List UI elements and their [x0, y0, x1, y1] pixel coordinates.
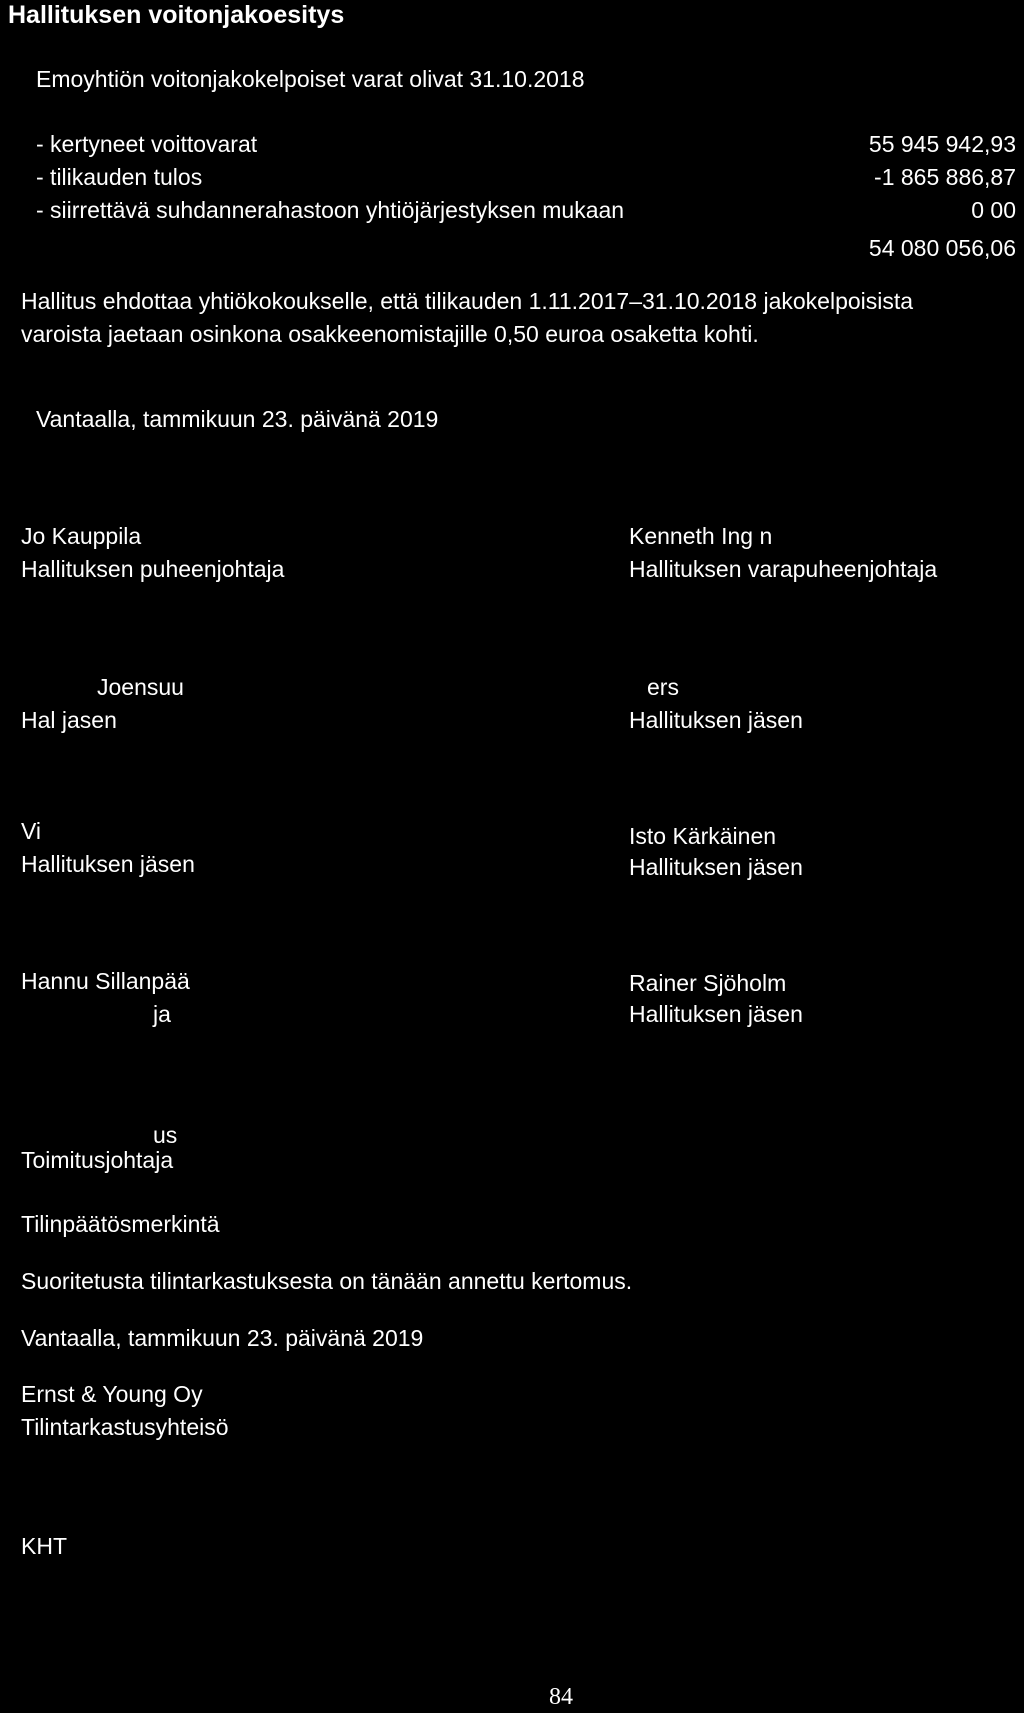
fund-label: - tilikauden tulos: [36, 164, 203, 190]
signatory-role: Toimitusjohtaja: [21, 1147, 174, 1173]
fund-amount: 55 945 942,93: [868, 131, 1016, 157]
fund-amount: 0 00: [971, 197, 1016, 223]
proposal-line-2: varoista jaetaan osinkona osakkeenomistajille 0,50 euroa osaketta kohti.: [21, 321, 759, 347]
signatory-name: ers: [647, 674, 679, 700]
page-title: Hallituksen voitonjakoesitys: [8, 1, 345, 29]
fund-label: - siirrettävä suhdannerahastoon yhtiöjärjestyksen mukaan: [36, 197, 625, 223]
signatory-name: Joensuu: [97, 674, 184, 700]
signatory-role: ja: [153, 1001, 171, 1027]
intro-text: Emoyhtiön voitonjakokelpoiset varat olivat 31.10.2018: [36, 66, 585, 92]
place-date: Vantaalla, tammikuun 23. päivänä 2019: [36, 406, 439, 432]
proposal-line-1: Hallitus ehdottaa yhtiökokoukselle, että tilikauden 1.11.2017–31.10.2018 jakokelpoisista: [21, 288, 914, 314]
signatory-name: Isto Kärkäinen: [629, 823, 777, 849]
signatory-role: Hallituksen jäsen: [629, 707, 803, 733]
fund-total: 54 080 056,06: [868, 235, 1016, 261]
signatory-role: Hallituksen varapuheenjohtaja: [629, 556, 938, 582]
signatory-name: Rainer Sjöholm: [629, 970, 787, 996]
page-number: 84: [549, 1684, 573, 1710]
signatory-name: Hannu Sillanpää: [21, 968, 190, 994]
signatory-name: Vi: [21, 818, 42, 844]
signatory-role: Hallituksen jäsen: [21, 851, 195, 877]
audit-place-date: Vantaalla, tammikuun 23. päivänä 2019: [21, 1325, 424, 1351]
signatory-role: Hal jasen: [21, 707, 117, 733]
auditor-firm: Ernst & Young Oy: [21, 1381, 203, 1407]
audit-heading: Tilinpäätösmerkintä: [21, 1211, 220, 1237]
signatory-name: us: [153, 1122, 178, 1148]
auditor-kht: KHT: [21, 1533, 67, 1559]
fund-amount: -1 865 886,87: [874, 164, 1016, 190]
fund-label: - kertyneet voittovarat: [36, 131, 258, 157]
auditor-firm-type: Tilintarkastusyhteisö: [21, 1414, 229, 1440]
signatory-name: Jo Kauppila: [21, 523, 142, 549]
audit-statement: Suoritetusta tilintarkastuksesta on tänään annettu kertomus.: [21, 1268, 633, 1294]
signatory-role: Hallituksen jäsen: [629, 1001, 803, 1027]
signatory-name: Kenneth Ing n: [629, 523, 773, 549]
signatory-role: Hallituksen puheenjohtaja: [21, 556, 285, 582]
signatory-role: Hallituksen jäsen: [629, 854, 803, 880]
